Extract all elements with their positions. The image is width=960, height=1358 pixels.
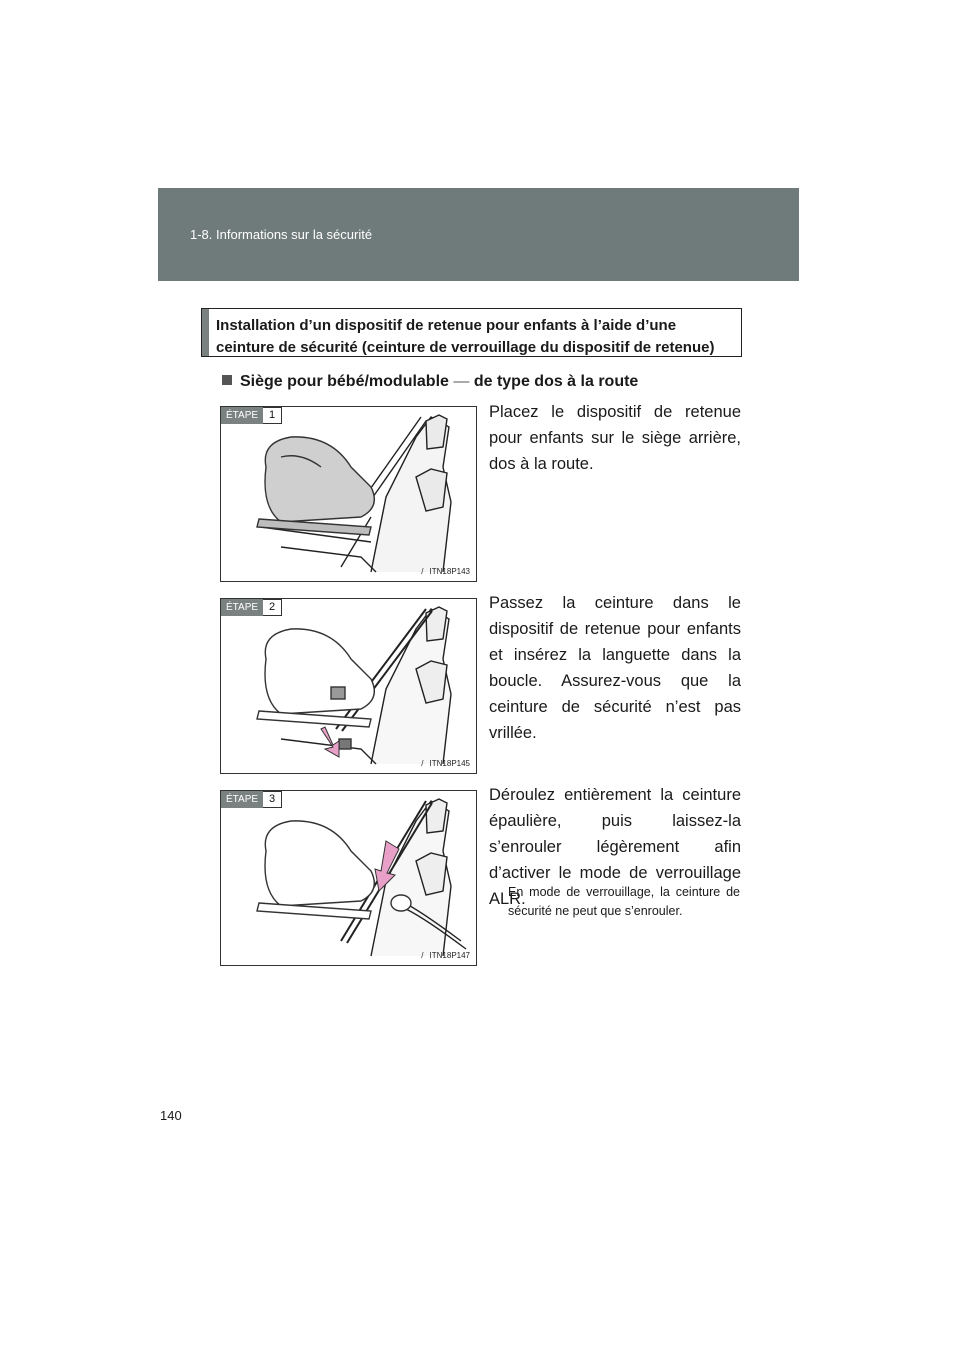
step-3-illustration	[220, 790, 477, 966]
belt-routing-illustration	[221, 599, 476, 773]
section-title-box	[201, 308, 742, 357]
belt-retract-illustration	[221, 791, 476, 965]
pink-arrow-icon	[321, 727, 339, 757]
subtitle-rest: de type dos à la route	[473, 373, 639, 390]
step-1-text: Placez le dispositif de retenue pour enfants sur le siège arrière, dos à la route.	[489, 403, 741, 473]
step-label: ÉTAPE	[221, 407, 263, 424]
child-seat-rear-facing-illustration	[221, 407, 476, 581]
step-number: 2	[263, 599, 282, 616]
step-badge	[221, 599, 282, 616]
subtitle-main: Siège pour bébé/modulable	[240, 373, 449, 390]
step-1-illustration	[220, 406, 477, 582]
figure-code: / ITN18P143	[421, 567, 470, 576]
square-bullet-icon	[222, 375, 232, 385]
step-2-text: Passez la ceinture dans le dispositif de retenue pour enfants et insérez la languette dans la boucle. Assurez-vous que la ceinture de sécurité n’est pas vrillée.	[489, 594, 741, 742]
step-3-note: En mode de verrouillage, la ceinture de sécurité ne peut que s’enrouler.	[508, 885, 740, 918]
step-number: 3	[263, 791, 282, 808]
step-badge	[221, 791, 282, 808]
step-badge	[221, 407, 282, 424]
step-number: 1	[263, 407, 282, 424]
step-label: ÉTAPE	[221, 791, 263, 808]
figure-code: / ITN18P145	[421, 759, 470, 768]
figure-code: / ITN18P147	[421, 951, 470, 960]
subsection-title	[222, 373, 638, 391]
title-accent-bar	[202, 309, 209, 356]
subtitle-dash: —	[453, 373, 470, 390]
section-title: Installation d’un dispositif de retenue pour enfants à l’aide d’une ceinture de sécurité (ceinture de verrouillage du dispositif de retenue)	[216, 317, 715, 356]
step-3-text: Déroulez entièrement la ceinture épaulière, puis laissez-la s’enrouler légèrement afin d’activer le mode de verrouillage ALR.	[489, 786, 741, 908]
section-label: 1-8. Informations sur la sécurité	[190, 227, 373, 242]
step-2-illustration	[220, 598, 477, 774]
page-number: 140	[160, 1108, 182, 1123]
step-label: ÉTAPE	[221, 599, 263, 616]
